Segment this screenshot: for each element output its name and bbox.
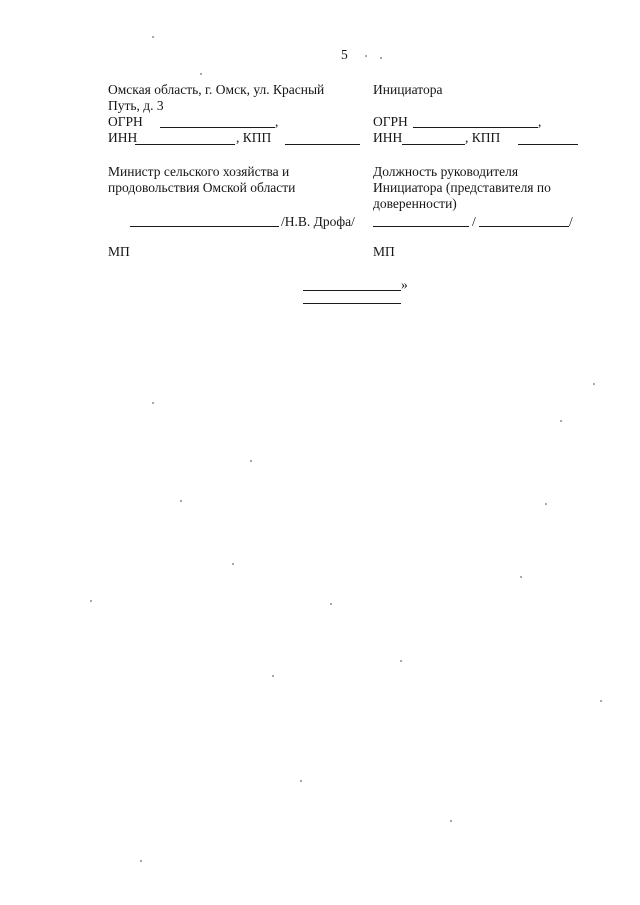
scan-speck (593, 383, 595, 385)
left-stamp-label: МП (108, 244, 130, 259)
date-blank (303, 290, 401, 291)
right-signature-slash2: / (569, 214, 573, 229)
right-position-line1: Должность руководителя (373, 164, 519, 179)
right-ogrn-blank (413, 127, 538, 128)
left-inn-label: ИНН (108, 130, 138, 145)
scan-speck (90, 600, 92, 602)
scan-speck (140, 860, 142, 862)
scan-speck (200, 73, 202, 75)
scan-speck (152, 402, 154, 404)
right-title: Инициатора (373, 82, 443, 97)
left-ogrn-comma: , (275, 114, 279, 129)
left-position-line2: продовольствия Омской области (108, 180, 296, 195)
right-signature-slash1: / (472, 214, 476, 229)
scan-speck (380, 57, 382, 59)
left-ogrn-label: ОГРН (108, 114, 143, 129)
left-kpp-blank (285, 144, 360, 145)
left-signature-blank (130, 226, 279, 227)
right-stamp-label: МП (373, 244, 395, 259)
right-signature-blank (373, 226, 469, 227)
scan-speck (520, 576, 522, 578)
left-signature-name: /Н.В. Дрофа/ (281, 214, 355, 229)
scan-speck (600, 700, 602, 702)
right-inn-blank (402, 144, 465, 145)
right-position-line2: Инициатора (представителя по (373, 180, 551, 195)
left-position-line1: Министр сельского хозяйства и (108, 164, 290, 179)
page-number: 5 (341, 47, 348, 62)
scan-speck (250, 460, 252, 462)
date-year-blank (303, 303, 401, 304)
scan-speck (560, 420, 562, 422)
right-name-blank (479, 226, 569, 227)
scan-speck (272, 675, 274, 677)
scan-speck (152, 36, 154, 38)
left-address-line1: Омская область, г. Омск, ул. Красный (108, 82, 325, 97)
date-quote: » (401, 277, 408, 292)
scan-speck (365, 55, 367, 57)
right-kpp-blank (518, 144, 578, 145)
scan-speck (300, 780, 302, 782)
scan-speck (330, 603, 332, 605)
left-ogrn-blank (160, 127, 275, 128)
scan-speck (400, 660, 402, 662)
left-kpp-label: , КПП (236, 130, 272, 145)
right-ogrn-comma: , (538, 114, 542, 129)
right-inn-label: ИНН (373, 130, 403, 145)
right-ogrn-label: ОГРН (373, 114, 408, 129)
right-kpp-label: , КПП (465, 130, 501, 145)
scan-speck (180, 500, 182, 502)
scan-speck (450, 820, 452, 822)
scan-speck (232, 563, 234, 565)
left-address-line2: Путь, д. 3 (108, 98, 164, 113)
left-inn-blank (135, 144, 235, 145)
right-position-line3: доверенности) (373, 196, 457, 211)
scan-speck (545, 503, 547, 505)
